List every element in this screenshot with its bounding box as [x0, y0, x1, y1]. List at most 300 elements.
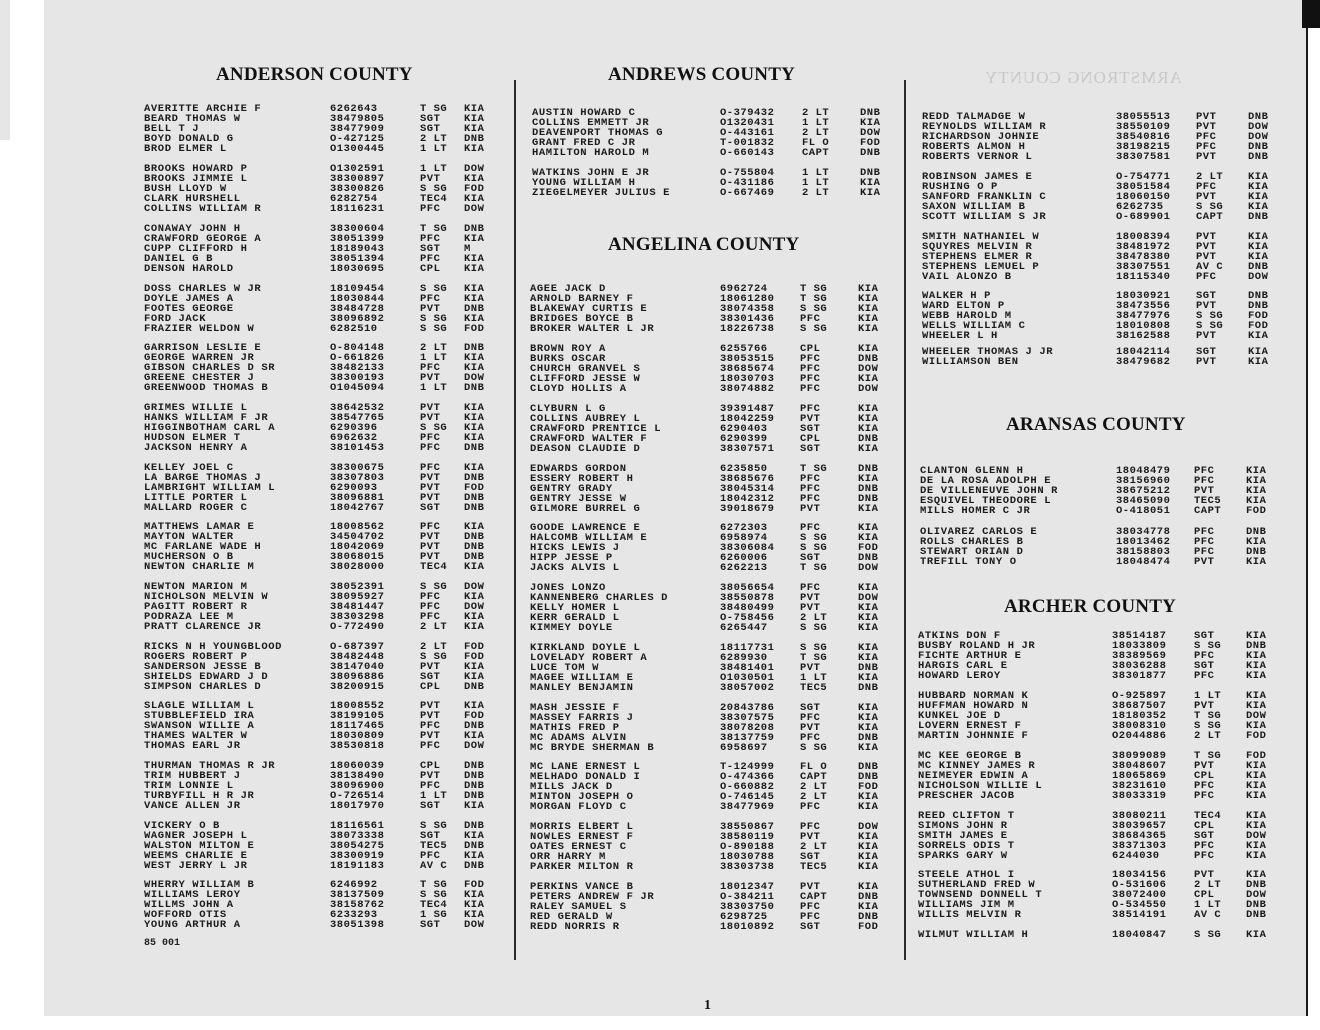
serial-number: 38051584: [1116, 181, 1171, 193]
rank: T SG: [800, 562, 828, 574]
soldier-name: HIPP JESSE P: [530, 552, 613, 564]
serial-number: 18116561: [330, 820, 385, 832]
soldier-name: STEWART ORIAN D: [920, 546, 1024, 558]
status-code: DNB: [464, 492, 485, 504]
serial-number: O-660143: [720, 147, 775, 159]
status-code: KIA: [858, 473, 879, 485]
status-code: DOW: [1246, 830, 1267, 842]
rank: S SG: [800, 742, 828, 754]
serial-number: 38057002: [720, 682, 775, 694]
rank: PVT: [420, 531, 441, 543]
status-code: FOD: [858, 781, 879, 793]
status-code: KIA: [858, 373, 879, 385]
rank: PFC: [1194, 780, 1215, 792]
status-code: DNB: [858, 911, 879, 923]
rank: 2 LT: [800, 791, 828, 803]
status-code: KIA: [1246, 700, 1267, 712]
rank: T SG: [1194, 750, 1222, 762]
status-code: KIA: [860, 177, 881, 189]
soldier-name: FOOTES GEORGE: [144, 303, 234, 315]
serial-number: 6260006: [720, 552, 768, 564]
serial-number: O1300445: [330, 143, 385, 155]
soldier-name: MC FARLANE WADE H: [144, 541, 262, 553]
status-code: KIA: [1248, 330, 1269, 342]
status-code: FOD: [464, 641, 485, 653]
rank: PVT: [420, 551, 441, 563]
soldier-name: HICKS LEWIS J: [530, 542, 620, 554]
status-code: DOW: [464, 203, 485, 215]
soldier-name: EDWARDS GORDON: [530, 463, 627, 475]
status-code: KIA: [858, 423, 879, 435]
status-code: DNB: [858, 353, 879, 365]
serial-number: 38481972: [1116, 241, 1171, 253]
soldier-name: THURMAN THOMAS R JR: [144, 760, 276, 772]
status-code: DOW: [464, 919, 485, 931]
rank: PVT: [1196, 356, 1217, 368]
status-code: DNB: [464, 382, 485, 394]
status-code: KIA: [858, 443, 879, 455]
serial-number: 38477909: [330, 123, 385, 135]
rank: S SG: [420, 581, 448, 593]
soldier-name: SCOTT WILLIAM S JR: [922, 211, 1047, 223]
rank: TEC4: [1194, 810, 1222, 822]
status-code: DNB: [858, 552, 879, 564]
rank: PFC: [420, 720, 441, 732]
serial-number: 6290399: [720, 433, 768, 445]
soldier-name: COLLINS WILLIAM R: [144, 203, 262, 215]
serial-number: 18010808: [1116, 320, 1171, 332]
serial-number: 38074358: [720, 303, 775, 315]
soldier-name: SIMPSON CHARLES D: [144, 681, 262, 693]
status-code: KIA: [1248, 231, 1269, 243]
rank: PVT: [420, 412, 441, 424]
serial-number: 38580119: [720, 831, 775, 843]
serial-number: 6962724: [720, 283, 768, 295]
status-code: KIA: [464, 730, 485, 742]
rank: T SG: [420, 223, 448, 235]
soldier-name: SANDERSON JESSE B: [144, 661, 262, 673]
serial-number: 18008552: [330, 700, 385, 712]
rank: 1 LT: [420, 143, 448, 155]
rank: CPL: [420, 263, 441, 275]
serial-number: O-754771: [1116, 171, 1171, 183]
soldier-name: SWANSON WILLIE A: [144, 720, 255, 732]
soldier-name: MALLARD ROGER C: [144, 502, 248, 514]
rank: PFC: [420, 521, 441, 533]
serial-number: 38048607: [1112, 760, 1167, 772]
county-heading: ARANSAS COUNTY: [1006, 414, 1186, 435]
rank: 1 LT: [420, 352, 448, 364]
serial-number: 38039657: [1112, 820, 1167, 832]
serial-number: 18117731: [720, 642, 775, 654]
soldier-name: MATTHEWS LAMAR E: [144, 521, 255, 533]
soldier-name: WARD ELTON P: [922, 300, 1005, 312]
serial-number: 6282754: [330, 193, 378, 205]
status-code: KIA: [464, 422, 485, 434]
soldier-name: ROBERTS ALMON H: [922, 141, 1026, 153]
status-code: DNB: [860, 167, 881, 179]
status-code: KIA: [464, 283, 485, 295]
rank: 1 LT: [802, 117, 830, 129]
soldier-name: MAGEE WILLIAM E: [530, 672, 634, 684]
status-code: FOD: [464, 183, 485, 195]
rank: PFC: [1194, 790, 1215, 802]
soldier-name: REDD TALMADGE W: [922, 111, 1026, 123]
status-code: KIA: [858, 343, 879, 355]
soldier-name: LOVELADY ROBERT A: [530, 652, 648, 664]
soldier-name: RED GERALD W: [530, 911, 613, 923]
rank: 2 LT: [800, 841, 828, 853]
rank: SGT: [800, 851, 821, 863]
status-code: DNB: [464, 770, 485, 782]
soldier-name: PRESCHER JACOB: [918, 790, 1015, 802]
rank: SGT: [800, 423, 821, 435]
rank: CPL: [420, 760, 441, 772]
soldier-name: KUNKEL JOE D: [918, 710, 1001, 722]
status-code: KIA: [464, 402, 485, 414]
rank: SGT: [420, 800, 441, 812]
soldier-name: BELL T J: [144, 123, 200, 135]
serial-number: O1045094: [330, 382, 385, 394]
soldier-name: KANNENBERG CHARLES D: [530, 592, 669, 604]
status-code: KIA: [1246, 670, 1267, 682]
status-code: KIA: [1246, 485, 1267, 497]
soldier-name: MATHIS FRED P: [530, 722, 620, 734]
status-code: DNB: [464, 342, 485, 354]
serial-number: 18115340: [1116, 271, 1171, 283]
soldier-name: SMITH JAMES E: [918, 830, 1008, 842]
rank: 1 SG: [420, 909, 448, 921]
status-code: KIA: [1246, 850, 1267, 862]
rank: PFC: [420, 462, 441, 474]
status-code: DNB: [464, 502, 485, 514]
soldier-name: DANIEL G B: [144, 253, 214, 265]
soldier-name: HUFFMAN HOWARD N: [918, 700, 1029, 712]
soldier-name: THOMAS EARL JR: [144, 740, 241, 752]
rank: S SG: [420, 283, 448, 295]
rank: PVT: [1196, 111, 1217, 123]
serial-number: 18042259: [720, 413, 775, 425]
serial-number: 38514191: [1112, 909, 1167, 921]
soldier-name: FORD JACK: [144, 313, 207, 325]
soldier-name: CLYBURN L G: [530, 403, 606, 415]
soldier-name: GOODE LAWRENCE E: [530, 522, 641, 534]
serial-number: 38473556: [1116, 300, 1171, 312]
serial-number: 38687507: [1112, 700, 1167, 712]
serial-number: 38101453: [330, 442, 385, 454]
rank: PFC: [800, 712, 821, 724]
rank: SGT: [1194, 830, 1215, 842]
status-code: KIA: [1246, 495, 1267, 507]
rank: S SG: [1196, 201, 1224, 213]
status-code: KIA: [1246, 760, 1267, 772]
serial-number: 6246992: [330, 879, 378, 891]
serial-number: 38137509: [330, 889, 385, 901]
status-code: KIA: [858, 881, 879, 893]
soldier-name: WILLIAMS LEROY: [144, 889, 241, 901]
soldier-name: MC ADAMS ALVIN: [530, 732, 627, 744]
soldier-name: MC KEE GEORGE B: [918, 750, 1022, 762]
rank: PFC: [1194, 526, 1215, 538]
status-code: KIA: [464, 193, 485, 205]
soldier-name: WOFFORD OTIS: [144, 909, 227, 921]
rank: TEC5: [800, 682, 828, 694]
serial-number: 6298725: [720, 911, 768, 923]
serial-number: 38080211: [1112, 810, 1167, 822]
status-code: DNB: [464, 442, 485, 454]
status-code: DNB: [1246, 546, 1267, 558]
status-code: KIA: [1248, 346, 1269, 358]
soldier-name: BUSH LLOYD W: [144, 183, 227, 195]
serial-number: 6272303: [720, 522, 768, 534]
soldier-name: NOWLES ERNEST F: [530, 831, 634, 843]
rank: T SG: [1194, 710, 1222, 722]
soldier-name: RUSHING O P: [922, 181, 998, 193]
soldier-name: SORRELS ODIS T: [918, 840, 1015, 852]
soldier-name: DE LA ROSA ADOLPH E: [920, 475, 1052, 487]
rank: CPL: [800, 343, 821, 355]
serial-number: 18042069: [330, 541, 385, 553]
serial-number: 38300675: [330, 462, 385, 474]
status-code: DNB: [1246, 640, 1267, 652]
rank: PFC: [1194, 670, 1215, 682]
soldier-name: MILLS JACK D: [530, 781, 613, 793]
rank: PFC: [800, 383, 821, 395]
soldier-name: KIRKLAND DOYLE L: [530, 642, 641, 654]
status-code: DNB: [1246, 909, 1267, 921]
serial-number: O-474366: [720, 771, 775, 783]
serial-number: 18034156: [1112, 869, 1167, 881]
status-code: KIA: [860, 117, 881, 129]
serial-number: 38156960: [1116, 475, 1171, 487]
status-code: DNB: [1248, 211, 1269, 223]
soldier-name: DEASON CLAUDIE D: [530, 443, 641, 455]
soldier-name: REDD NORRIS R: [530, 921, 620, 933]
rank: PVT: [420, 173, 441, 185]
serial-number: 18226738: [720, 323, 775, 335]
serial-number: O-687397: [330, 641, 385, 653]
serial-number: 39391487: [720, 403, 775, 415]
rank: AV C: [1194, 909, 1222, 921]
serial-number: O-667469: [720, 187, 775, 199]
serial-number: 38480499: [720, 602, 775, 614]
soldier-name: REED CLIFTON T: [918, 810, 1015, 822]
rank: PFC: [800, 373, 821, 385]
status-code: KIA: [1246, 780, 1267, 792]
soldier-name: CRAWFORD GEORGE A: [144, 233, 262, 245]
status-code: KIA: [464, 850, 485, 862]
status-code: KIA: [1246, 465, 1267, 477]
status-code: DNB: [858, 761, 879, 773]
serial-number: O-384211: [720, 891, 775, 903]
soldier-name: ORR HARRY M: [530, 851, 606, 863]
status-code: KIA: [464, 671, 485, 683]
soldier-name: GARRISON LESLIE E: [144, 342, 262, 354]
soldier-name: CRAWFORD PRENTICE L: [530, 423, 662, 435]
serial-number: 38034778: [1116, 526, 1171, 538]
soldier-name: HALCOMB WILLIAM E: [530, 532, 648, 544]
status-code: KIA: [464, 143, 485, 155]
soldier-name: KERR GERALD L: [530, 612, 620, 624]
status-code: DNB: [858, 771, 879, 783]
soldier-name: STEPHENS ELMER R: [922, 251, 1033, 263]
status-code: KIA: [858, 313, 879, 325]
status-code: KIA: [1246, 660, 1267, 672]
status-code: KIA: [858, 503, 879, 515]
rank: 2 LT: [420, 641, 448, 653]
status-code: KIA: [1246, 770, 1267, 782]
soldier-name: OATES ERNEST C: [530, 841, 627, 853]
serial-number: 38073338: [330, 830, 385, 842]
rank: 1 LT: [1194, 690, 1222, 702]
soldier-name: THAMES WALTER W: [144, 730, 248, 742]
status-code: DOW: [464, 601, 485, 613]
rank: S SG: [420, 183, 448, 195]
status-code: KIA: [464, 800, 485, 812]
rank: T SG: [800, 293, 828, 305]
serial-number: O-531606: [1112, 879, 1167, 891]
status-code: KIA: [858, 413, 879, 425]
status-code: KIA: [464, 412, 485, 424]
serial-number: O-925897: [1112, 690, 1167, 702]
serial-number: 38028000: [330, 561, 385, 573]
soldier-name: WEBB HAROLD M: [922, 310, 1012, 322]
soldier-name: DOSS CHARLES W JR: [144, 283, 262, 295]
serial-number: 6235850: [720, 463, 768, 475]
soldier-name: JONES LONZO: [530, 582, 606, 594]
serial-number: 38301436: [720, 313, 775, 325]
serial-number: 38477976: [1116, 310, 1171, 322]
soldier-name: RICKS N H YOUNGBLOOD: [144, 641, 283, 653]
rank: PFC: [420, 432, 441, 444]
serial-number: 18008394: [1116, 231, 1171, 243]
rank: S SG: [420, 820, 448, 832]
status-code: KIA: [858, 522, 879, 534]
soldier-name: VAIL ALONZO B: [922, 271, 1012, 283]
serial-number: 18116231: [330, 203, 385, 215]
status-code: DNB: [464, 820, 485, 832]
serial-number: 38481447: [330, 601, 385, 613]
status-code: KIA: [1248, 251, 1269, 263]
rank: PVT: [800, 662, 821, 674]
serial-number: 18017970: [330, 800, 385, 812]
rank: 2 LT: [420, 621, 448, 633]
serial-number: O-660882: [720, 781, 775, 793]
soldier-name: DENSON HAROLD: [144, 263, 234, 275]
soldier-name: DEAVENPORT THOMAS G: [532, 127, 664, 139]
serial-number: O1320431: [720, 117, 775, 129]
serial-number: 18030788: [720, 851, 775, 863]
soldier-name: WATKINS JOHN E JR: [532, 167, 650, 179]
serial-number: 38300193: [330, 372, 385, 384]
rank: PVT: [800, 592, 821, 604]
status-code: KIA: [858, 851, 879, 863]
rank: PFC: [800, 473, 821, 485]
soldier-name: WELLS WILLIAM C: [922, 320, 1026, 332]
status-code: FOD: [1246, 730, 1267, 742]
soldier-name: AGEE JACK D: [530, 283, 606, 295]
soldier-name: FICHTE ARTHUR E: [918, 650, 1022, 662]
serial-number: 38303298: [330, 611, 385, 623]
soldier-name: GENTRY GRADY: [530, 483, 613, 495]
status-code: DNB: [464, 720, 485, 732]
rank: 2 LT: [1194, 879, 1222, 891]
rank: CPL: [420, 681, 441, 693]
serial-number: 38479682: [1116, 356, 1171, 368]
serial-number: 18030809: [330, 730, 385, 742]
soldier-name: REYNOLDS WILLIAM R: [922, 121, 1047, 133]
serial-number: 6958974: [720, 532, 768, 544]
rank: PFC: [420, 740, 441, 752]
serial-number: O1030501: [720, 672, 775, 684]
soldier-name: HOWARD LEROY: [918, 670, 1001, 682]
rank: PVT: [420, 402, 441, 414]
status-code: KIA: [464, 661, 485, 673]
serial-number: 18042114: [1116, 346, 1171, 358]
soldier-name: SMITH NATHANIEL W: [922, 231, 1040, 243]
serial-number: 18048479: [1116, 465, 1171, 477]
status-code: KIA: [1248, 201, 1269, 213]
serial-number: 38138490: [330, 770, 385, 782]
rank: AV C: [1196, 261, 1224, 273]
soldier-name: JACKS ALVIS L: [530, 562, 620, 574]
soldier-name: CHURCH GRANVEL S: [530, 363, 641, 375]
rank: SGT: [420, 113, 441, 125]
status-code: DNB: [858, 463, 879, 475]
rank: 1 LT: [802, 177, 830, 189]
serial-number: 38530818: [330, 740, 385, 752]
status-code: DNB: [858, 682, 879, 694]
soldier-name: OLIVAREZ CARLOS E: [920, 526, 1038, 538]
rank: PVT: [420, 700, 441, 712]
serial-number: 38514187: [1112, 630, 1167, 642]
status-code: KIA: [1246, 536, 1267, 548]
rank: CPL: [1194, 820, 1215, 832]
rank: 1 LT: [420, 382, 448, 394]
serial-number: O-443161: [720, 127, 775, 139]
serial-number: 18042767: [330, 502, 385, 514]
rank: CAPT: [800, 891, 828, 903]
soldier-name: BURKS OSCAR: [530, 353, 606, 365]
rank: PFC: [800, 901, 821, 913]
serial-number: 38300604: [330, 223, 385, 235]
rank: PVT: [420, 372, 441, 384]
status-code: KIA: [860, 187, 881, 199]
serial-number: 38096900: [330, 780, 385, 792]
serial-number: 18065869: [1112, 770, 1167, 782]
soldier-name: WALKER H P: [922, 290, 992, 302]
rank: PFC: [800, 821, 821, 833]
soldier-name: GRANT FRED C JR: [532, 137, 636, 149]
status-code: KIA: [1248, 171, 1269, 183]
soldier-name: HUBBARD NORMAN K: [918, 690, 1029, 702]
rank: CPL: [1194, 770, 1215, 782]
status-code: FOD: [1246, 750, 1267, 762]
status-code: KIA: [464, 521, 485, 533]
status-code: DNB: [464, 303, 485, 315]
status-code: KIA: [464, 123, 485, 135]
rank: PVT: [1196, 251, 1217, 263]
rank: PVT: [1194, 485, 1215, 497]
serial-number: 38147040: [330, 661, 385, 673]
soldier-name: PETERS ANDREW F JR: [530, 891, 655, 903]
status-code: DOW: [1246, 889, 1267, 901]
status-code: KIA: [464, 830, 485, 842]
soldier-name: SLAGLE WILLIAM L: [144, 700, 255, 712]
soldier-name: STUBBLEFIELD IRA: [144, 710, 255, 722]
soldier-name: SAXON WILLIAM B: [922, 201, 1026, 213]
status-code: DNB: [858, 433, 879, 445]
